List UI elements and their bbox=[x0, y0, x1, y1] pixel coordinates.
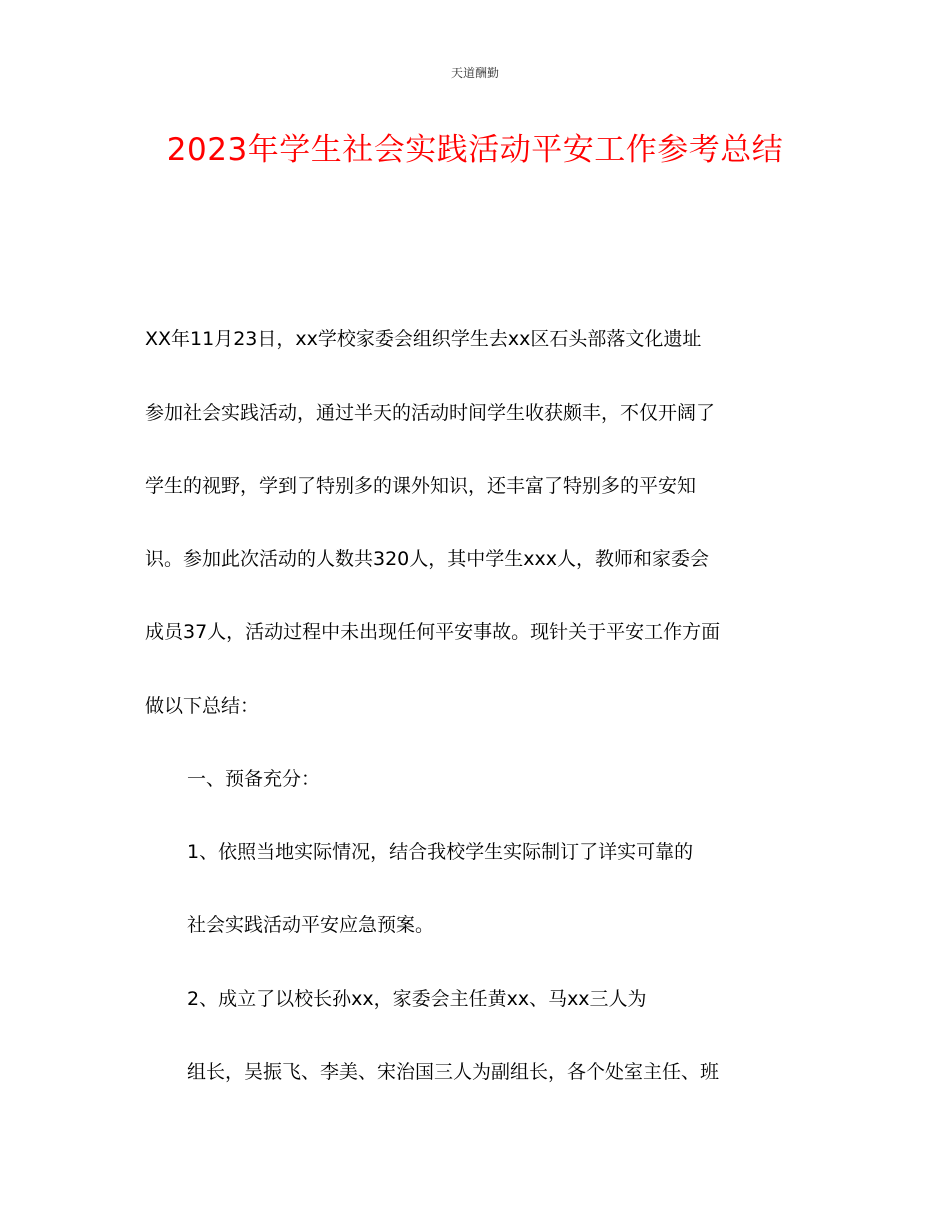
list-item-line: 1、依照当地实际情况，结合我校学生实际制订了详实可靠的 bbox=[187, 841, 694, 863]
section-heading: 一、预备充分： bbox=[187, 768, 321, 790]
paragraph-line: 成员37人，活动过程中未出现任何平安事故。现针关于平安工作方面 bbox=[145, 621, 721, 643]
list-item-line: 组长，吴振飞、李美、宋治国三人为副组长，各个处室主任、班 bbox=[187, 1061, 720, 1083]
paragraph-line: 做以下总结： bbox=[145, 695, 260, 717]
paragraph-line: 参加社会实践活动，通过半天的活动时间学生收获颇丰，不仅开阔了 bbox=[145, 402, 716, 424]
page-header: 天道酬勤 bbox=[450, 66, 499, 80]
list-item-line: 社会实践活动平安应急预案。 bbox=[187, 914, 435, 936]
list-item-line: 2、成立了以校长孙xx，家委会主任黄xx、马xx三人为 bbox=[187, 988, 647, 1010]
paragraph-line: 学生的视野，学到了特别多的课外知识，还丰富了特别多的平安知 bbox=[145, 475, 697, 497]
paragraph-line: XX年11月23日，xx学校家委会组织学生去xx区石头部落文化遗址 bbox=[145, 328, 702, 350]
paragraph-line: 识。参加此次活动的人数共320人，其中学生xxx人，教师和家委会 bbox=[145, 548, 709, 570]
document-title: 2023年学生社会实践活动平安工作参考总结 bbox=[166, 132, 784, 168]
